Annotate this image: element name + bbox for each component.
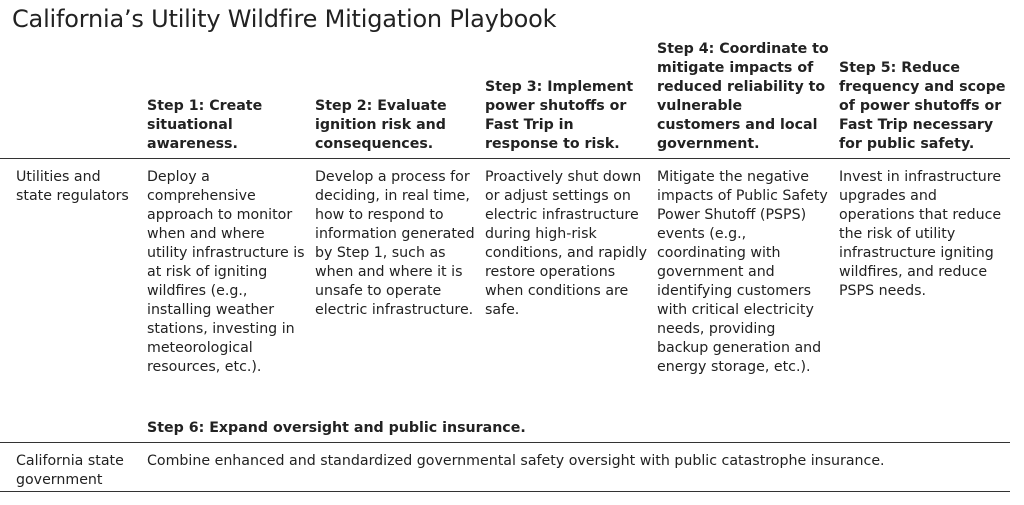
- step-2-description: Develop a process for deciding, in real time, how to respond to information generated by Step 1, such as when and where it is unsafe to operate electric infrastructure.: [315, 169, 475, 318]
- step-5-header: Step 5: Reduce frequency and scope of power shutoffs or Fast Trip necessary for public safety.: [839, 60, 1006, 152]
- step-1-header: Step 1: Create situational awareness.: [147, 98, 263, 152]
- row-label-government: California state government: [16, 453, 124, 488]
- step-1-description: Deploy a comprehensive approach to monitor when and where utility infrastructure is at risk of igniting wildfires (e.g., installing weather stations, investing in meteorological resources, etc.).: [147, 169, 305, 375]
- step-6-header: Step 6: Expand oversight and public insurance.: [147, 420, 526, 436]
- header-divider: [0, 158, 1010, 159]
- page-title: California’s Utility Wildfire Mitigation Playbook: [12, 5, 557, 33]
- table-bottom-rule: [0, 491, 1010, 492]
- step-2-header: Step 2: Evaluate ignition risk and consequences.: [315, 98, 447, 152]
- step-4-description: Mitigate the negative impacts of Public Safety Power Shutoff (PSPS) events (e.g., coordinating with government and identifying customers with critical electricity needs, providing backup generation and energy storage, etc.).: [657, 169, 828, 375]
- step-5-description: Invest in infrastructure upgrades and operations that reduce the risk of utility infrastructure igniting wildfires, and reduce PSPS needs.: [839, 169, 1002, 299]
- step-3-description: Proactively shut down or adjust settings on electric infrastructure during high-risk conditions, and rapidly restore operations when conditions are safe.: [485, 169, 648, 318]
- step-3-header: Step 3: Implement power shutoffs or Fast Trip in response to risk.: [485, 79, 634, 152]
- step-4-header: Step 4: Coordinate to mitigate impacts of reduced reliability to vulnerable customers and local government.: [657, 41, 829, 152]
- row-divider: [0, 442, 1010, 443]
- row-label-utilities: Utilities and state regulators: [16, 169, 129, 204]
- step-6-description: Combine enhanced and standardized governmental safety oversight with public catastrophe insurance.: [147, 453, 885, 469]
